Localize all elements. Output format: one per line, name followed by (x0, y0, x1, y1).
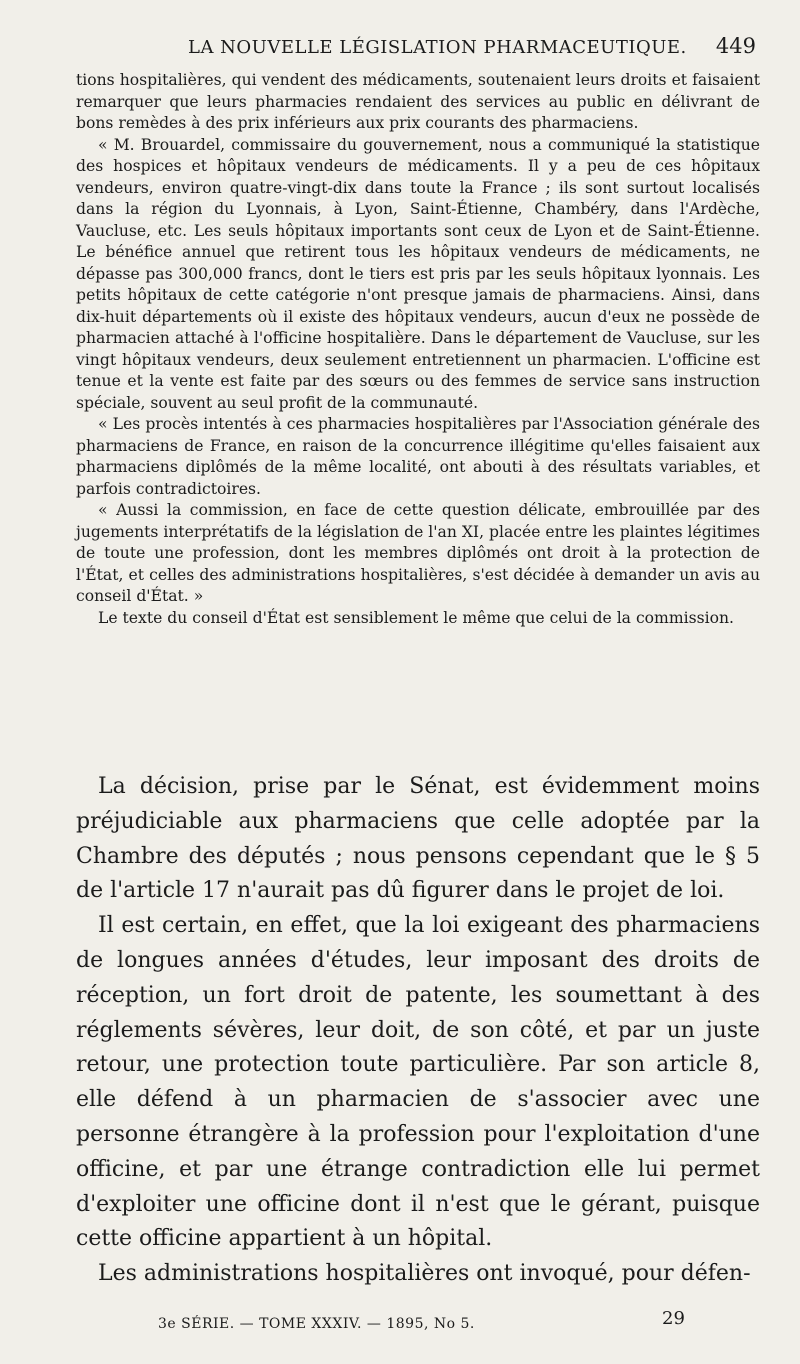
quoted-paragraph: « Aussi la commission, en face de cette question délicate, embrouillée par des jugements interprétatifs de la législation de l'an XI, placée entre les plaintes légitimes de toute une profession, dont les membres diplômés ont droit à la protection de l'État, et celles des administrations hospitalières, s'est décidée à demander un avis au conseil d'État. » (76, 501, 760, 605)
quoted-paragraph: Le texte du conseil d'État est sensiblement le même que celui de la commission. (98, 608, 735, 627)
signature-number: 29 (662, 1308, 685, 1329)
main-paragraph: Il est certain, en effet, que la loi exigeant des pharmaciens de longues années d'études, leur imposant des droits de réception, un fort droit de patente, les soumettant à des réglements sévères, leur doit, de son côté, et par un juste retour, une protection toute particulière. Par son article 8, elle défend à un pharmacien de s'associer avec une personne étrangère à la profession pour l'exploitation d'une officine, et par une étrange contradiction elle lui permet d'exploiter une officine dont il n'est que le gérant, puisque cette officine appartient à un hôpital. (76, 913, 760, 1252)
page-number: 449 (715, 34, 756, 58)
quoted-report-text (76, 70, 760, 629)
quoted-paragraph: « M. Brouardel, commissaire du gouvernement, nous a communiqué la statistique des hospices et hôpitaux vendeurs de médicaments. Il y a peu de ces hôpitaux vendeurs, environ quatre-vingt-dix dans toute la France ; ils sont surtout localisés dans la région du Lyonnais, à Lyon, Saint-Étienne, Chambéry, dans l'Ardèche, Vaucluse, etc. Les seuls hôpitaux importants sont ceux de Lyon et de Saint-Étienne. Le bénéfice annuel que retirent tous les hôpitaux vendeurs de médicaments, ne dépasse pas 300,000 francs, dont le tiers est pris par les seuls hôpitaux lyonnais. Les petits hôpitaux de cette catégorie n'ont presque jamais de pharmaciens. Ainsi, dans dix-huit départements où il existe des hôpitaux vendeurs, aucun d'eux ne possède de pharmacien attaché à l'officine hospitalière. Dans le département de Vaucluse, sur les vingt hôpitaux vendeurs, deux seulement entretiennent un pharmacien. L'officine est tenue et la vente est faite par des sœurs ou des femmes de service sans instruction spéciale, souvent au seul profit de la communauté. (76, 135, 760, 412)
running-title: LA NOUVELLE LÉGISLATION PHARMACEUTIQUE. (188, 37, 687, 58)
running-head (188, 34, 756, 58)
printer-signature: 3e SÉRIE. — TOME XXXIV. — 1895, No 5. (158, 1316, 475, 1332)
quoted-paragraph: « Les procès intentés à ces pharmacies hospitalières par l'Association générale des pharmaciens de France, en raison de la concurrence illégitime qu'elles faisaient aux pharmaciens diplômés de la même localité, ont abouti à des résultats variables, et parfois contradictoires. (76, 415, 760, 498)
main-paragraph: La décision, prise par le Sénat, est évidemment moins préjudiciable aux pharmaciens que celle adoptée par la Chambre des députés ; nous pensons cependant que le § 5 de l'article 17 n'aurait pas dû figurer dans le projet de loi. (76, 774, 760, 904)
main-paragraph: Les administrations hospitalières ont invoqué, pour défen- (98, 1261, 751, 1287)
main-text (76, 770, 760, 1292)
quoted-paragraph: tions hospitalières, qui vendent des médicaments, soutenaient leurs droits et faisaient remarquer que leurs pharmacies rendaient des services au public en délivrant de bons remèdes à des prix inférieurs aux prix courants des pharmaciens. (76, 71, 760, 132)
